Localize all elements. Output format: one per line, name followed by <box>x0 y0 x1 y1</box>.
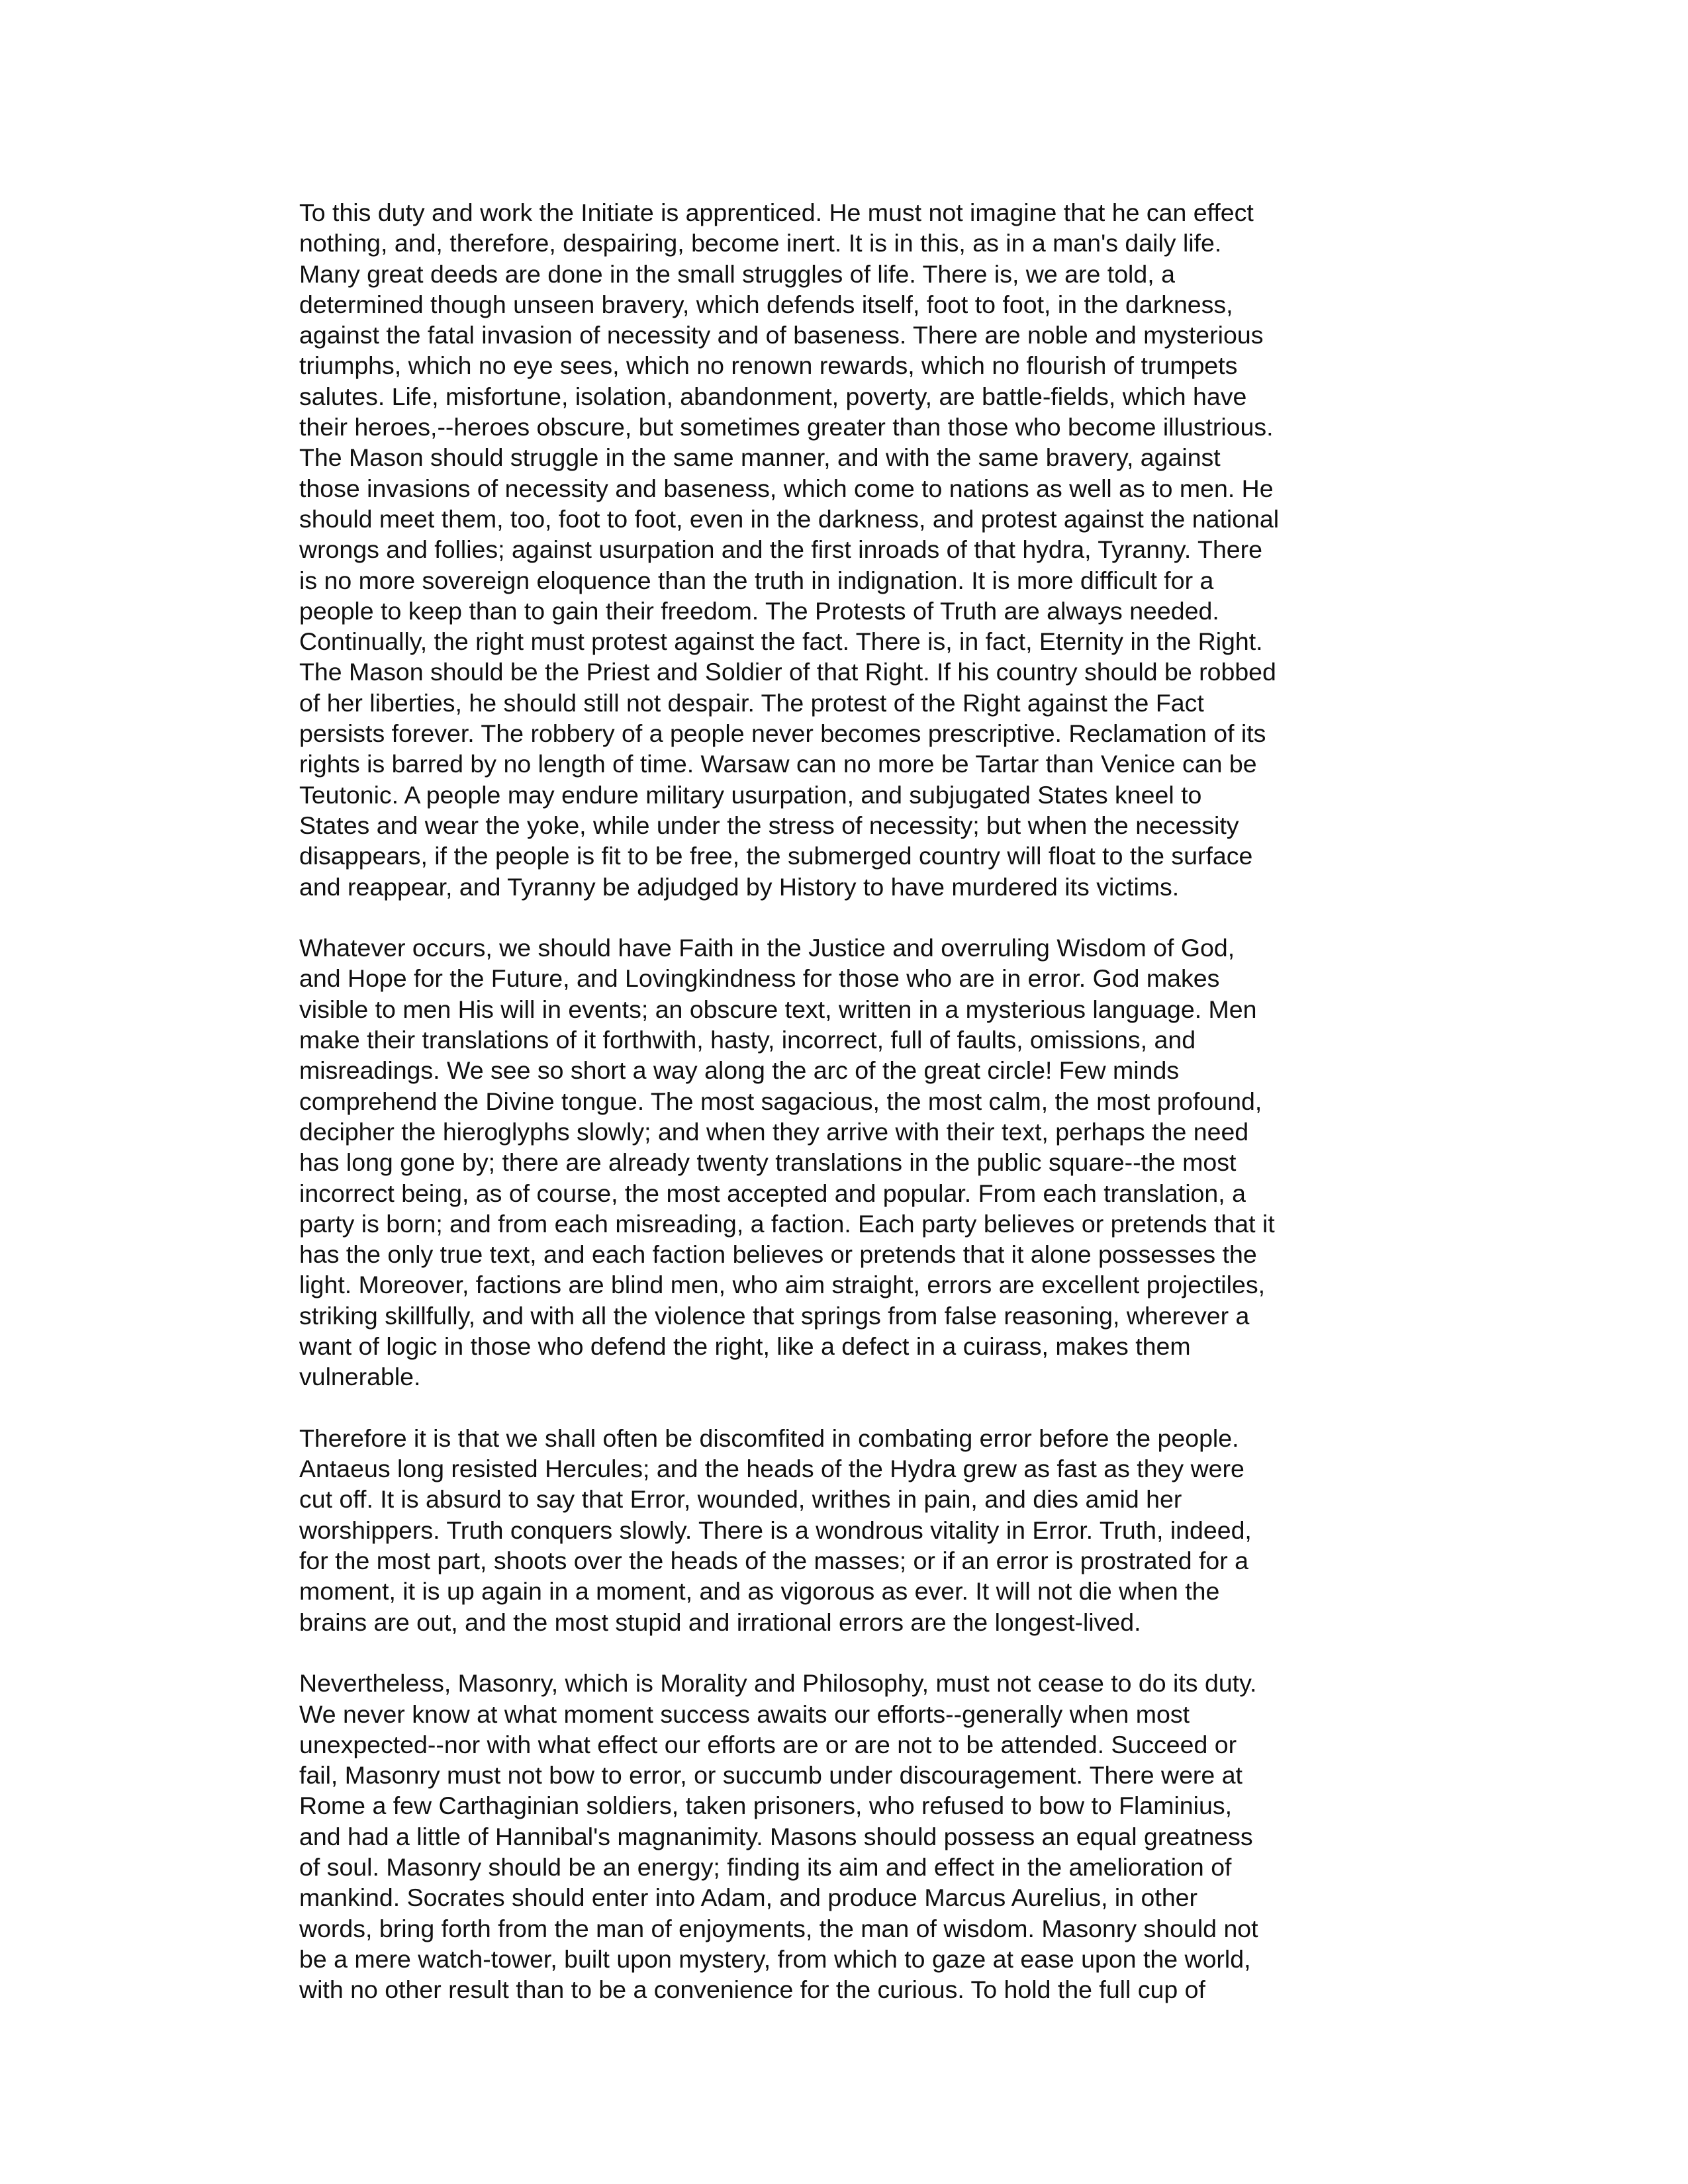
text-line: moment, it is up again in a moment, and as vigorous as ever. It will not die when the <box>299 1577 1220 1606</box>
text-line: nothing, and, therefore, despairing, become inert. It is in this, as in a man's daily life. <box>299 229 1222 257</box>
body-text <box>299 197 1398 2005</box>
text-line: States and wear the yoke, while under the stress of necessity; but when the necessity <box>299 811 1239 839</box>
text-line: make their translations of it forthwith, hasty, incorrect, full of faults, omissions, and <box>299 1026 1196 1054</box>
text-line: their heroes,--heroes obscure, but sometimes greater than those who become illustrious. <box>299 413 1274 441</box>
text-line: visible to men His will in events; an obscure text, written in a mysterious language. Men <box>299 995 1257 1023</box>
text-line: of her liberties, he should still not despair. The protest of the Right against the Fact <box>299 688 1204 717</box>
text-line: Rome a few Carthaginian soldiers, taken prisoners, who refused to bow to Flaminius, <box>299 1792 1233 1820</box>
text-line: disappears, if the people is fit to be free, the submerged country will float to the surface <box>299 842 1253 870</box>
paragraph <box>299 197 1398 902</box>
text-line: worshippers. Truth conquers slowly. There is a wondrous vitality in Error. Truth, indeed, <box>299 1516 1252 1544</box>
text-line: To this duty and work the Initiate is apprenticed. He must not imagine that he can effect <box>299 199 1254 226</box>
text-line: Therefore it is that we shall often be discomfited in combating error before the people. <box>299 1424 1239 1452</box>
text-line: unexpected--nor with what effect our efforts are or are not to be attended. Succeed or <box>299 1730 1237 1758</box>
text-line: those invasions of necessity and baseness, which come to nations as well as to men. He <box>299 474 1274 502</box>
text-line: decipher the hieroglyphs slowly; and when they arrive with their text, perhaps the need <box>299 1117 1249 1146</box>
text-line: people to keep than to gain their freedom. The Protests of Truth are always needed. <box>299 596 1219 625</box>
text-line: rights is barred by no length of time. Warsaw can no more be Tartar than Venice can be <box>299 750 1257 778</box>
text-line: should meet them, too, foot to foot, even in the darkness, and protest against the national <box>299 504 1280 533</box>
text-line: The Mason should be the Priest and Soldier of that Right. If his country should be robbed <box>299 658 1276 686</box>
text-line: incorrect being, as of course, the most accepted and popular. From each translation, a <box>299 1179 1246 1207</box>
text-line: and Hope for the Future, and Lovingkindness for those who are in error. God makes <box>299 964 1220 993</box>
text-line: words, bring forth from the man of enjoyments, the man of wisdom. Masonry should not <box>299 1914 1258 1942</box>
text-line: wrongs and follies; against usurpation and the first inroads of that hydra, Tyranny. There <box>299 535 1263 564</box>
text-line: The Mason should struggle in the same manner, and with the same bravery, against <box>299 443 1221 472</box>
text-line: persists forever. The robbery of a people never becomes prescriptive. Reclamation of its <box>299 719 1266 748</box>
text-line: has the only true text, and each faction believes or pretends that it alone possesses the <box>299 1240 1257 1269</box>
paragraph <box>299 1668 1398 2005</box>
text-line: cut off. It is absurd to say that Error, wounded, writhes in pain, and dies amid her <box>299 1485 1182 1514</box>
paragraph <box>299 933 1398 1392</box>
text-line: against the fatal invasion of necessity and of baseness. There are noble and mysterious <box>299 321 1264 349</box>
text-line: striking skillfully, and with all the violence that springs from false reasoning, wherever a <box>299 1301 1250 1330</box>
text-line: with no other result than to be a convenience for the curious. To hold the full cup of <box>299 1976 1205 2004</box>
text-line: is no more sovereign eloquence than the truth in indignation. It is more difficult for a <box>299 566 1214 594</box>
text-line: for the most part, shoots over the heads of the masses; or if an error is prostrated for a <box>299 1547 1249 1575</box>
text-line: Continually, the right must protest against the fact. There is, in fact, Eternity in the Right. <box>299 627 1263 656</box>
text-line: and reappear, and Tyranny be adjudged by History to have murdered its victims. <box>299 872 1180 901</box>
text-line: misreadings. We see so short a way along the arc of the great circle! Few minds <box>299 1056 1180 1085</box>
text-line: Nevertheless, Masonry, which is Morality and Philosophy, must not cease to do its duty. <box>299 1669 1257 1698</box>
text-line: party is born; and from each misreading, a faction. Each party believes or pretends that it <box>299 1209 1275 1238</box>
text-line: and had a little of Hannibal's magnanimity. Masons should possess an equal greatness <box>299 1822 1253 1850</box>
text-line: of soul. Masonry should be an energy; finding its aim and effect in the amelioration of <box>299 1853 1232 1882</box>
text-line: Teutonic. A people may endure military usurpation, and subjugated States kneel to <box>299 780 1202 809</box>
text-line: brains are out, and the most stupid and irrational errors are the longest-lived. <box>299 1608 1141 1636</box>
text-line: Many great deeds are done in the small struggles of life. There is, we are told, a <box>299 259 1175 288</box>
text-line: fail, Masonry must not bow to error, or succumb under discouragement. There were at <box>299 1761 1243 1790</box>
text-line: Antaeus long resisted Hercules; and the heads of the Hydra grew as fast as they were <box>299 1455 1244 1483</box>
text-line: light. Moreover, factions are blind men, who aim straight, errors are excellent projectiles, <box>299 1271 1265 1299</box>
text-line: has long gone by; there are already twenty translations in the public square--the most <box>299 1148 1237 1177</box>
text-line: Whatever occurs, we should have Faith in the Justice and overruling Wisdom of God, <box>299 934 1235 962</box>
text-line: We never know at what moment success awaits our efforts--generally when most <box>299 1700 1190 1728</box>
text-line: determined though unseen bravery, which defends itself, foot to foot, in the darkness, <box>299 290 1233 318</box>
text-line: be a mere watch-tower, built upon mystery, from which to gaze at ease upon the world, <box>299 1944 1251 1973</box>
paragraph <box>299 1423 1398 1637</box>
text-line: want of logic in those who defend the right, like a defect in a cuirass, makes them <box>299 1332 1191 1360</box>
text-line: salutes. Life, misfortune, isolation, abandonment, poverty, are battle-fields, which have <box>299 382 1247 410</box>
text-line: triumphs, which no eye sees, which no renown rewards, which no flourish of trumpets <box>299 351 1238 380</box>
text-line: mankind. Socrates should enter into Adam, and produce Marcus Aurelius, in other <box>299 1884 1198 1912</box>
text-line: vulnerable. <box>299 1363 421 1391</box>
text-line: comprehend the Divine tongue. The most sagacious, the most calm, the most profound, <box>299 1087 1262 1115</box>
